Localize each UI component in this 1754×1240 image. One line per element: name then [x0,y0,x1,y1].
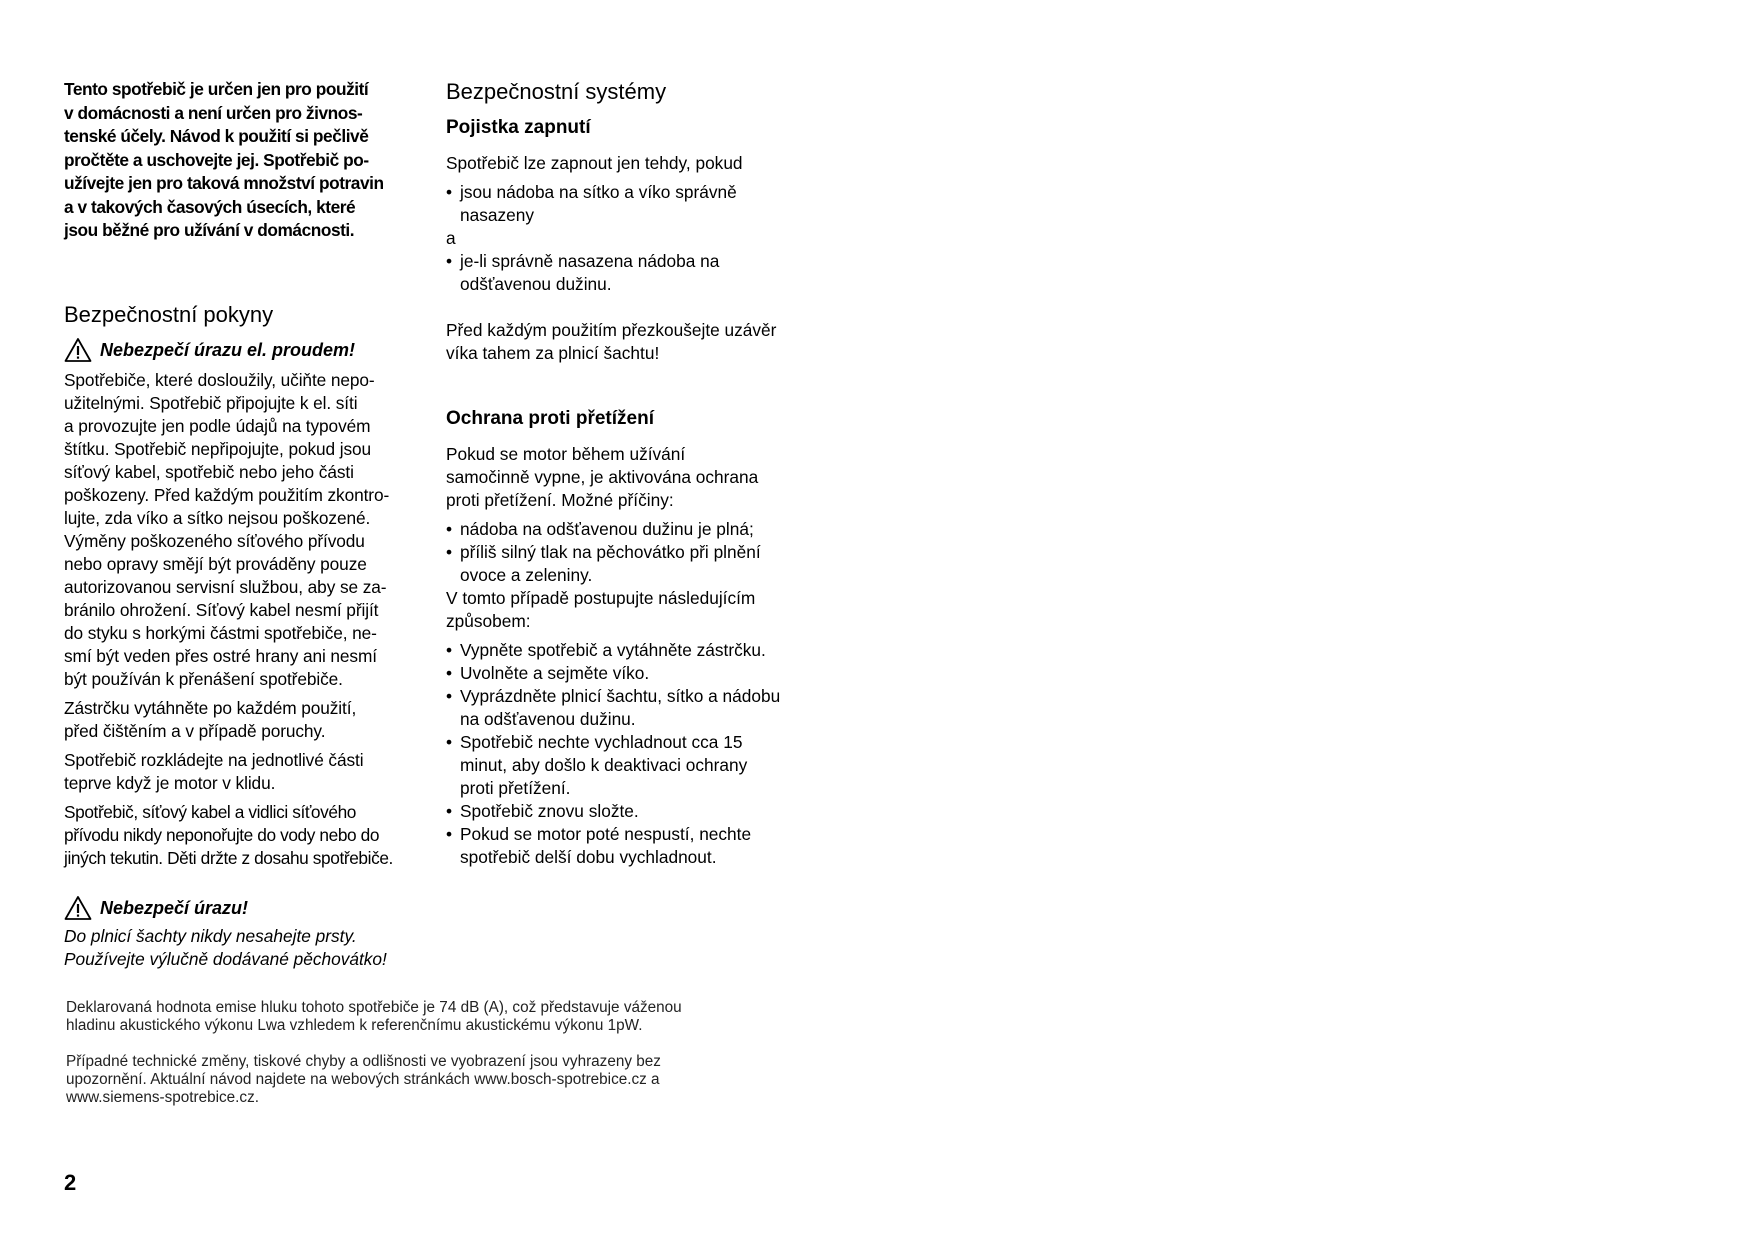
list-item [446,250,806,296]
text-line: Deklarovaná hodnota emise hluku tohoto spotřebiče je 74 dB (A), což představuje váženou [66,999,682,1016]
intro-line: pročtěte a uschovejte jej. Spotřebič po- [64,149,369,170]
text-line: Případné technické změny, tiskové chyby a odlišnosti ve vyobrazení jsou vyhrazeny bez [66,1053,661,1070]
text-line: Vypněte spotřebič a vytáhněte zástrčku. [460,640,766,660]
text-line: spotřebič delší dobu vychladnout. [460,847,717,867]
page-number: 2 [64,1170,77,1195]
fuse-title: Pojistka zapnutí [446,117,591,138]
list-item [446,541,806,587]
text-line: Používejte výlučně dodávané pěchovátko! [64,949,387,969]
text-line: samočinně vypne, je aktivována ochrana [446,467,759,487]
list-item [446,518,806,541]
safety-para-2 [64,697,424,743]
overload-title: Ochrana proti přetížení [446,408,654,429]
text-line: nebo opravy smějí být prováděny pouze [64,553,367,574]
warning-electric [64,337,424,363]
text-line: proti přetížení. [460,778,571,798]
text-line: proti přetížení. Možné příčiny: [446,490,674,510]
list-item [446,639,806,662]
fuse-conditions [446,181,806,227]
fuse-check [446,319,806,365]
text-line: Pokud se motor poté nespustí, nechte [460,824,752,844]
warning-injury-body [64,925,424,972]
systems-title: Bezpečnostní systémy [446,79,667,104]
overload-causes [446,518,806,587]
safety-para-4 [64,801,424,870]
list-item [446,800,806,823]
text-line: síťový kabel, spotřebič nebo jeho části [64,461,354,482]
text-line: minut, aby došlo k deaktivaci ochrany [460,755,748,775]
text-line: jsou nádoba na sítko a víko správně [460,182,737,202]
list-item [446,662,806,685]
overload-intro [446,443,806,512]
warning-injury [64,895,424,921]
text-line: autorizovanou servisní službou, aby se za- [64,576,387,597]
warning-triangle-icon [64,337,92,363]
text-line: Spotřebič znovu složte. [460,801,639,821]
text-line: bránilo ohrožení. Síťový kabel nesmí přijít [64,599,379,620]
fuse-and: a [446,228,456,248]
text-line: Do plnicí šachty nikdy nesahejte prsty. [64,925,357,946]
warning-triangle-icon [64,895,92,921]
fuse-conditions-2 [446,250,806,296]
text-line: hladinu akustického výkonu Lwa vzhledem k referenčnímu akustickému výkonu 1pW. [66,1017,643,1034]
text-line: Zástrčku vytáhněte po každém použití, [64,697,357,718]
text-line: užitelnými. Spotřebič připojujte k el. síti [64,392,358,413]
intro-line: užívejte jen pro taková množství potravin [64,173,384,193]
safety-para-1 [64,369,424,691]
list-item [446,731,806,800]
text-line: před čištěním a v případě poruchy. [64,720,326,741]
text-line: smí být veden přes ostré hrany ani nesmí [64,645,377,666]
text-line: Spotřebič, síťový kabel a vidlici síťového [64,801,357,822]
text-line: upozornění. Aktuální návod najdete na webových stránkách www.bosch-spotrebice.cz a [66,1071,660,1088]
text-line: být používán k přenášení spotřebiče. [64,668,343,689]
intro-text [64,78,424,243]
procedure-steps [446,639,806,869]
text-line: je-li správně nasazena nádoba na [460,251,720,271]
intro-line: Tento spotřebič je určen jen pro použití [64,79,369,99]
warning-electric-text: Nebezpečí úrazu el. proudem! [100,339,356,360]
text-line: štítku. Spotřebič nepřipojujte, pokud jsou [64,438,372,459]
safety-para-3 [64,749,424,795]
footer-notes [66,999,766,1125]
text-line: příliš silný tlak na pěchovátko při plnění [460,542,761,562]
intro-line: jsou běžné pro užívání v domácnosti. [64,220,355,240]
text-line: www.siemens-spotrebice.cz. [66,1089,259,1106]
text-line: do styku s horkými částmi spotřebiče, ne- [64,622,377,643]
text-line: Před každým použitím přezkoušejte uzávěr [446,320,777,340]
text-line: V tomto případě postupujte následujícím [446,588,756,608]
intro-line: v domácnosti a není určen pro živnos- [64,102,363,123]
procedure-intro [446,587,806,633]
list-item [446,823,806,869]
text-line: přívodu nikdy neponořujte do vody nebo do [64,824,380,845]
fuse-intro: Spotřebič lze zapnout jen tehdy, pokud [446,153,743,173]
text-line: Pokud se motor během užívání [446,444,686,464]
text-line: Spotřebič nechte vychladnout cca 15 [460,732,743,752]
text-line: a provozujte jen podle údajů na typovém [64,415,371,436]
text-line: Uvolněte a sejměte víko. [460,663,650,683]
text-line: Spotřebič rozkládejte na jednotlivé části [64,749,364,770]
text-line: na odšťavenou dužinu. [460,709,636,729]
noise-note [66,999,766,1035]
text-line: poškozeny. Před každým použitím zkontro- [64,484,390,505]
text-line: Vyprázdněte plnicí šachtu, sítko a nádobu [460,686,781,706]
list-item [446,181,806,227]
changes-note [66,1053,766,1107]
text-line: lujte, zda víko a sítko nejsou poškozené. [64,507,371,528]
intro-line: a v takových časových úsecích, které [64,196,356,217]
warning-injury-text: Nebezpečí úrazu! [100,897,249,918]
text-line: ovoce a zeleniny. [460,565,593,585]
text-line: nasazeny [460,205,534,225]
text-line: Spotřebiče, které dosloužily, učiňte nepo- [64,369,375,390]
right-column [446,78,806,869]
list-item [446,685,806,731]
left-column [64,78,424,972]
text-line: nádoba na odšťavenou dužinu je plná; [460,519,754,539]
intro-line: tenské účely. Návod k použití si pečlivě [64,126,369,146]
safety-title: Bezpečnostní pokyny [64,301,274,327]
text-line: teprve když je motor v klidu. [64,772,276,793]
text-line: Výměny poškozeného síťového přívodu [64,530,365,551]
text-line: jiných tekutin. Děti držte z dosahu spotřebiče. [64,847,393,868]
text-line: odšťavenou dužinu. [460,274,612,294]
safety-body [64,369,424,870]
text-line: víka tahem za plnicí šachtu! [446,343,660,363]
text-line: způsobem: [446,611,531,631]
